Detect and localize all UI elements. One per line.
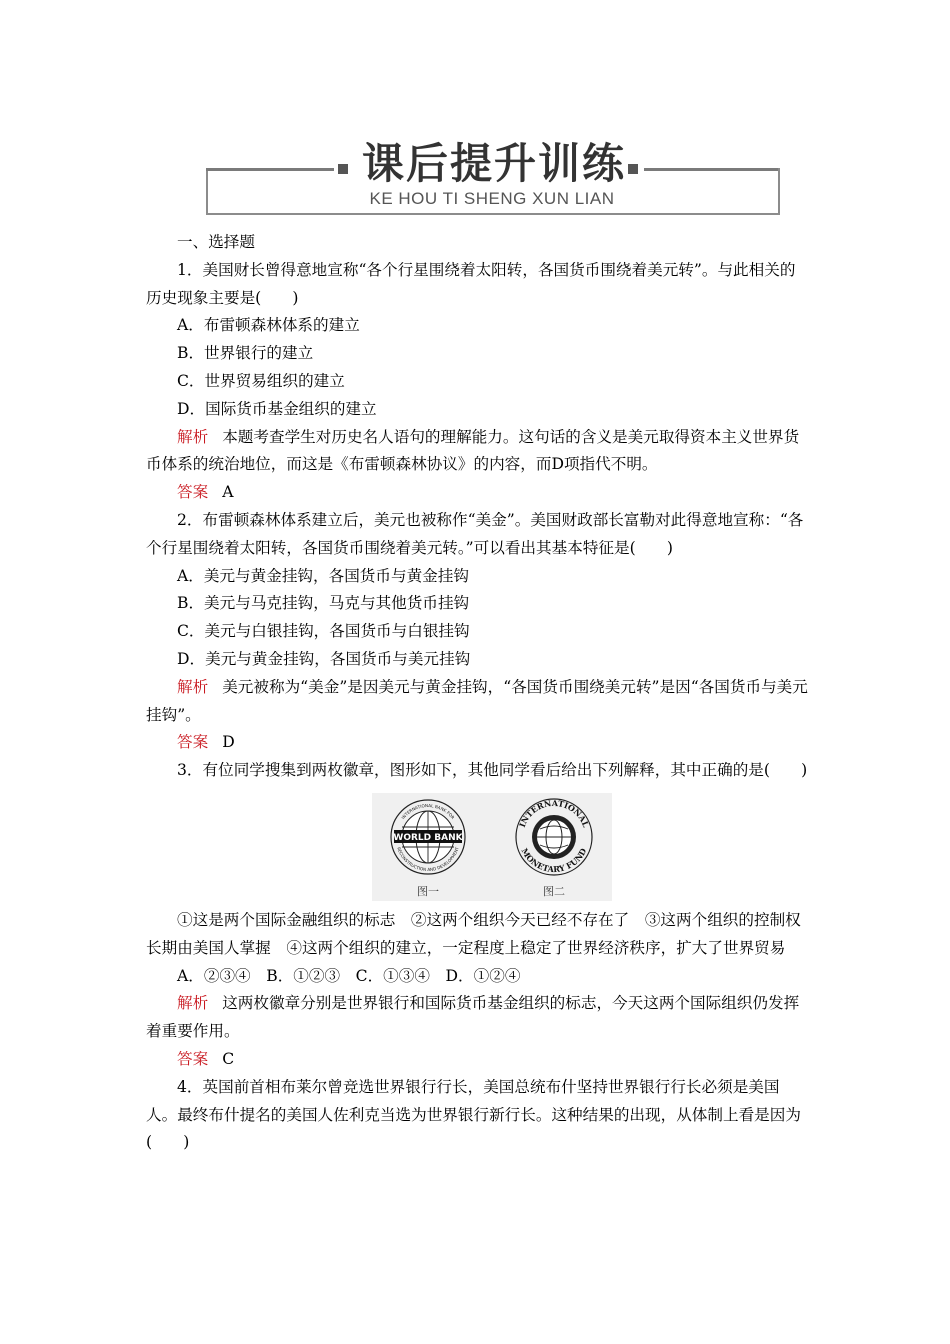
question-2-option-a: A．美元与黄金挂钩，各国货币与黄金挂钩 (177, 566, 469, 585)
imf-ring-bottom: MONETARY FUND (519, 846, 589, 875)
answer-value: C (222, 1049, 235, 1068)
imf-ring-top: INTERNATIONAL (516, 797, 592, 829)
question-1-option-c: C．世界贸易组织的建立 (177, 371, 345, 390)
question-3-answer (146, 1046, 810, 1074)
question-3-analysis (146, 990, 810, 1046)
worksheet-content (146, 229, 810, 1157)
answer-value: D (222, 733, 235, 752)
world-bank-badge (378, 797, 478, 899)
analysis-label: 解析 (177, 994, 209, 1013)
question-2-option-d: D．美元与黄金挂钩，各国货币与美元挂钩 (177, 649, 471, 668)
question-1-answer (146, 479, 810, 507)
question-1-stem: 1．美国财长曾得意地宣称“各个行星围绕着太阳转，各国货币围绕着美元转”。与此相关的历史现象主要是( ) (146, 260, 796, 307)
answer-label: 答案 (177, 483, 209, 502)
question-3-stem: 3．有位同学搜集到两枚徽章，图形如下，其他同学看后给出下列解释，其中正确的是( ) (177, 761, 808, 780)
banner-subtitle: KE HOU TI SHENG XUN LIAN (369, 189, 615, 208)
section-banner (206, 136, 778, 216)
badges-figure (372, 793, 612, 901)
world-bank-ring-top: INTERNATIONAL BANK FOR (400, 802, 456, 820)
question-2-option-b: B．美元与马克挂钩，马克与其他货币挂钩 (177, 594, 470, 613)
imf-logo-icon (514, 797, 594, 877)
world-bank-logo-icon (388, 797, 468, 877)
analysis-text: 本题考查学生对历史名人语句的理解能力。这句话的含义是美元取得资本主义世界货币体系的统治地位，而这是《布雷顿森林协议》的内容，而D项指代不明。 (146, 427, 800, 474)
question-1-analysis (146, 424, 810, 480)
question-2-option-c: C．美元与白银挂钩，各国货币与白银挂钩 (177, 622, 470, 641)
answer-label: 答案 (177, 733, 209, 752)
answer-label: 答案 (177, 1049, 209, 1068)
analysis-label: 解析 (177, 677, 209, 696)
figure-caption-2: 图二 (543, 884, 565, 898)
question-1-option-a: A．布雷顿森林体系的建立 (177, 316, 360, 335)
analysis-label: 解析 (177, 427, 209, 446)
banner-title: 课后提升训练 (361, 139, 626, 188)
analysis-text: 这两枚徽章分别是世界银行和国际货币基金组织的标志，今天这两个国际组织仍发挥着重要作用。 (146, 994, 800, 1041)
question-2-analysis (146, 674, 810, 730)
question-1-option-d: D．国际货币基金组织的建立 (177, 399, 377, 418)
question-1-option-b: B．世界银行的建立 (177, 344, 314, 363)
answer-value: A (222, 483, 234, 502)
world-bank-ring-bottom: RECONSTRUCTION AND DEVELOPMENT (396, 846, 460, 872)
question-4-stem: 4．英国前首相布莱尔曾竞选世界银行行长，美国总统布什坚持世界银行行长必须是美国人。最终布什提名的美国人佐利克当选为世界银行新行长。这种结果的出现，从体制上看是因为( ) (146, 1077, 801, 1152)
question-3-options: A．②③④ B．①②③ C．①③④ D．①②④ (177, 966, 521, 985)
question-2-answer (146, 729, 810, 757)
banner-line-right (644, 168, 778, 171)
imf-badge (504, 797, 604, 899)
figure-caption-1: 图一 (417, 884, 439, 898)
section-heading: 一、选择题 (177, 233, 255, 251)
banner-square-left (338, 164, 348, 174)
question-2-stem: 2．布雷顿森林体系建立后，美元也被称作“美金”。美国财政部长富勒对此得意地宣称：“各个行星围绕着太阳转，各国货币围绕着美元转。”可以看出其基本特征是( ) (146, 510, 804, 557)
question-3-statements: ①这是两个国际金融组织的标志 ②这两个组织今天已经不存在了 ③这两个组织的控制权长期由美国人掌握 ④这两个组织的建立，一定程度上稳定了世界经济秩序，扩大了世界贸易 (146, 910, 801, 957)
banner-line-left (206, 168, 334, 171)
world-bank-logo-text: WORLD BANK (393, 832, 463, 843)
analysis-text: 美元被称为“美金”是因美元与黄金挂钩，“各国货币围绕美元转”是因“各国货币与美元挂钩”。 (146, 677, 808, 724)
